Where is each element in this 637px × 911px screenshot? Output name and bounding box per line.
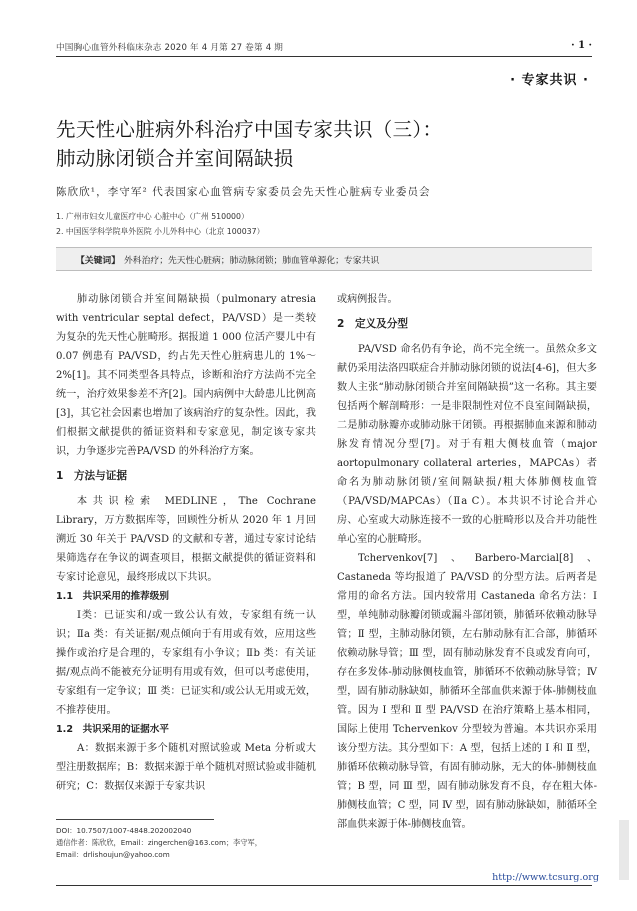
section-1-1-heading: 1.1 共识采用的推荐级别 <box>56 591 169 602</box>
corresponding-author-line-2: Email：drlishoujun@yahoo.com <box>56 850 170 859</box>
footnote-rule <box>56 819 214 820</box>
keywords-box <box>56 247 592 271</box>
affiliation-2: 2. 中国医学科学院阜外医院 小儿外科中心（北京 100037） <box>56 227 265 236</box>
page-number: · 1 · <box>571 40 592 51</box>
column-tag: · 专家共识 · <box>510 73 589 88</box>
journal-url-link[interactable]: http://www.tcsurg.org <box>492 872 599 883</box>
continued-text: 或病例报告。 <box>337 294 398 305</box>
section-1-2-paragraph: A：数据来源于多个随机对照试验或 Meta 分析或大型注册数据库；B：数据来源于单个随机对照试验或非随机研究；C：数据仅来源于专家共识 <box>56 743 316 792</box>
title-line-1: 先天性心脏病外科治疗中国专家共识（三）： <box>56 118 443 141</box>
journal-citation: 中国胸心血管外科临床杂志 2020 年 4 月第 27 卷第 4 期 <box>56 43 284 53</box>
footer-rule <box>56 885 592 886</box>
corresponding-author-line-1: 通信作者：陈欣欣，Email：zingerchen@163.com；李守军， <box>56 838 262 847</box>
left-column <box>56 290 316 796</box>
affiliation-1: 1. 广州市妇女儿童医疗中心 心脏中心（广州 510000） <box>56 212 249 221</box>
keywords-label: 【关键词】 <box>76 256 120 266</box>
title-line-2: 肺动脉闭锁合并室间隔缺损 <box>56 147 294 170</box>
section-2-paragraph-2: Tchervenkov[7]、Barbero-Marcial[8]、Castaneda 等均报道了 PA/VSD 的分型方法。后两者是常用的命名方法。国内较常用 Castaneda 命名方法：Ⅰ型，单纯肺动脉瓣闭锁或漏斗部闭锁，肺循环依赖动脉导管；Ⅱ 型，主肺动脉闭锁，左右肺动脉有汇合部，肺循环依赖动脉导管；Ⅲ 型，固有肺动脉发育不良或发育向可，存在多发体-肺动脉侧枝血管，肺循环不依赖动脉导管；Ⅳ 型，固有肺动脉缺如，肺循环全部血供来源于体-肺侧枝血管。因为 Ⅰ 型和 Ⅱ 型 PA/VSD 在治疗策略上基本相同，国际上使用 Tchervenkov 分型较为普遍。本共识亦采用该分型方法。其分型如下：A 型，包括上述的 Ⅰ 和 Ⅱ 型，肺循环依赖动脉导管，有固有肺动脉，无大的体-肺侧枝血管；B 型，同 Ⅲ 型，固有肺动脉发育不良，存在粗大体-肺侧枝血管；C 型，同 Ⅳ 型，固有肺动脉缺如，肺循环全部血供来源于体-肺侧枝血管。 <box>337 553 597 830</box>
section-1-heading: 1 方法与证据 <box>56 470 127 482</box>
section-1-1-paragraph: Ⅰ类：已证实和/或一致公认有效，专家组有统一认识；Ⅱa 类：有关证据/观点倾向于有用或有效，应用这些操作或治疗是合理的，专家组有小争议；Ⅱb 类：有关证据/观点尚不能被充分证明有用或有效，但可以考虑使用，专家组有一定争议；Ⅲ 类：已证实和/或公认无用或无效，不推荐使用。 <box>56 610 316 716</box>
article-title <box>56 115 586 173</box>
section-1-paragraph: 本共识检索 MEDLINE，The Cochrane Library，万方数据库等，回顾性分析从 2020 年 1 月回溯近 30 年关于 PA/VSD 的文献和专著，通过专家讨论结果筛选存在争议的调查项目，根据文献提供的循证资料和专家讨论意见，最终形成以下共识。 <box>56 496 316 583</box>
section-2-heading: 2 定义及分型 <box>337 318 408 330</box>
page-edge-marker <box>619 820 629 880</box>
keywords-list: 外科治疗；先天性心脏病；肺动脉闭锁；肺血管单源化；专家共识 <box>124 256 380 266</box>
running-header <box>56 39 592 57</box>
section-1-2-heading: 1.2 共识采用的证据水平 <box>56 724 169 735</box>
keywords-text <box>76 253 379 266</box>
doi-line: DOI：10.7507/1007-4848.202002040 <box>56 826 192 835</box>
intro-paragraph: 肺动脉闭锁合并室间隔缺损（pulmonary atresia with ventricular septal defect，PA/VSD）是一类较为复杂的先天性心脏畸形。据报道 1 000 位活产婴儿中有 0.07 例患有 PA/VSD，约占先天性心脏病患儿的 1%～2%[1]。其不同类型各具特点，诊断和治疗方法尚不完全统一，治疗效果参差不齐[2]。国内病例中大龄患儿比例高[3]，其它社会因素也增加了该病治疗的复杂性。因此，我们根据文献提供的循证资料和专家意见，制定该专家共识，力争逐步完善PA/VSD 的外科治疗方案。 <box>56 294 316 457</box>
right-column <box>337 290 597 834</box>
section-2-paragraph-1: PA/VSD 命名仍有争论，尚不完全统一。虽然众多文献仍采用法洛四联症合并肺动脉闭锁的说法[4-6]，但大多数人主张“肺动脉闭锁合并室间隔缺损”这一名称。其主要包括两个解剖畸形：一是非限制性对位不良室间隔缺损，二是肺动脉瓣亦或肺动脉干闭锁。再根据肺血来源和肺动脉发育情况分型[7]。对于有粗大侧枝血管（major aortopulmonary collateral arteries，MAPCAs）者命名为肺动脉闭锁/室间隔缺损/粗大体肺侧枝血管（PA/VSD/MAPCAs）（Ⅱa C）。本共识不讨论合并心房、心室或大动脉连接不一致的心脏畸形以及合并功能性单心室的心脏畸形。 <box>337 344 597 545</box>
header-rule <box>56 56 592 57</box>
author-line: 陈欣欣¹，李守军² 代表国家心血管病专家委员会先天性心脏病专业委员会 <box>56 186 431 198</box>
